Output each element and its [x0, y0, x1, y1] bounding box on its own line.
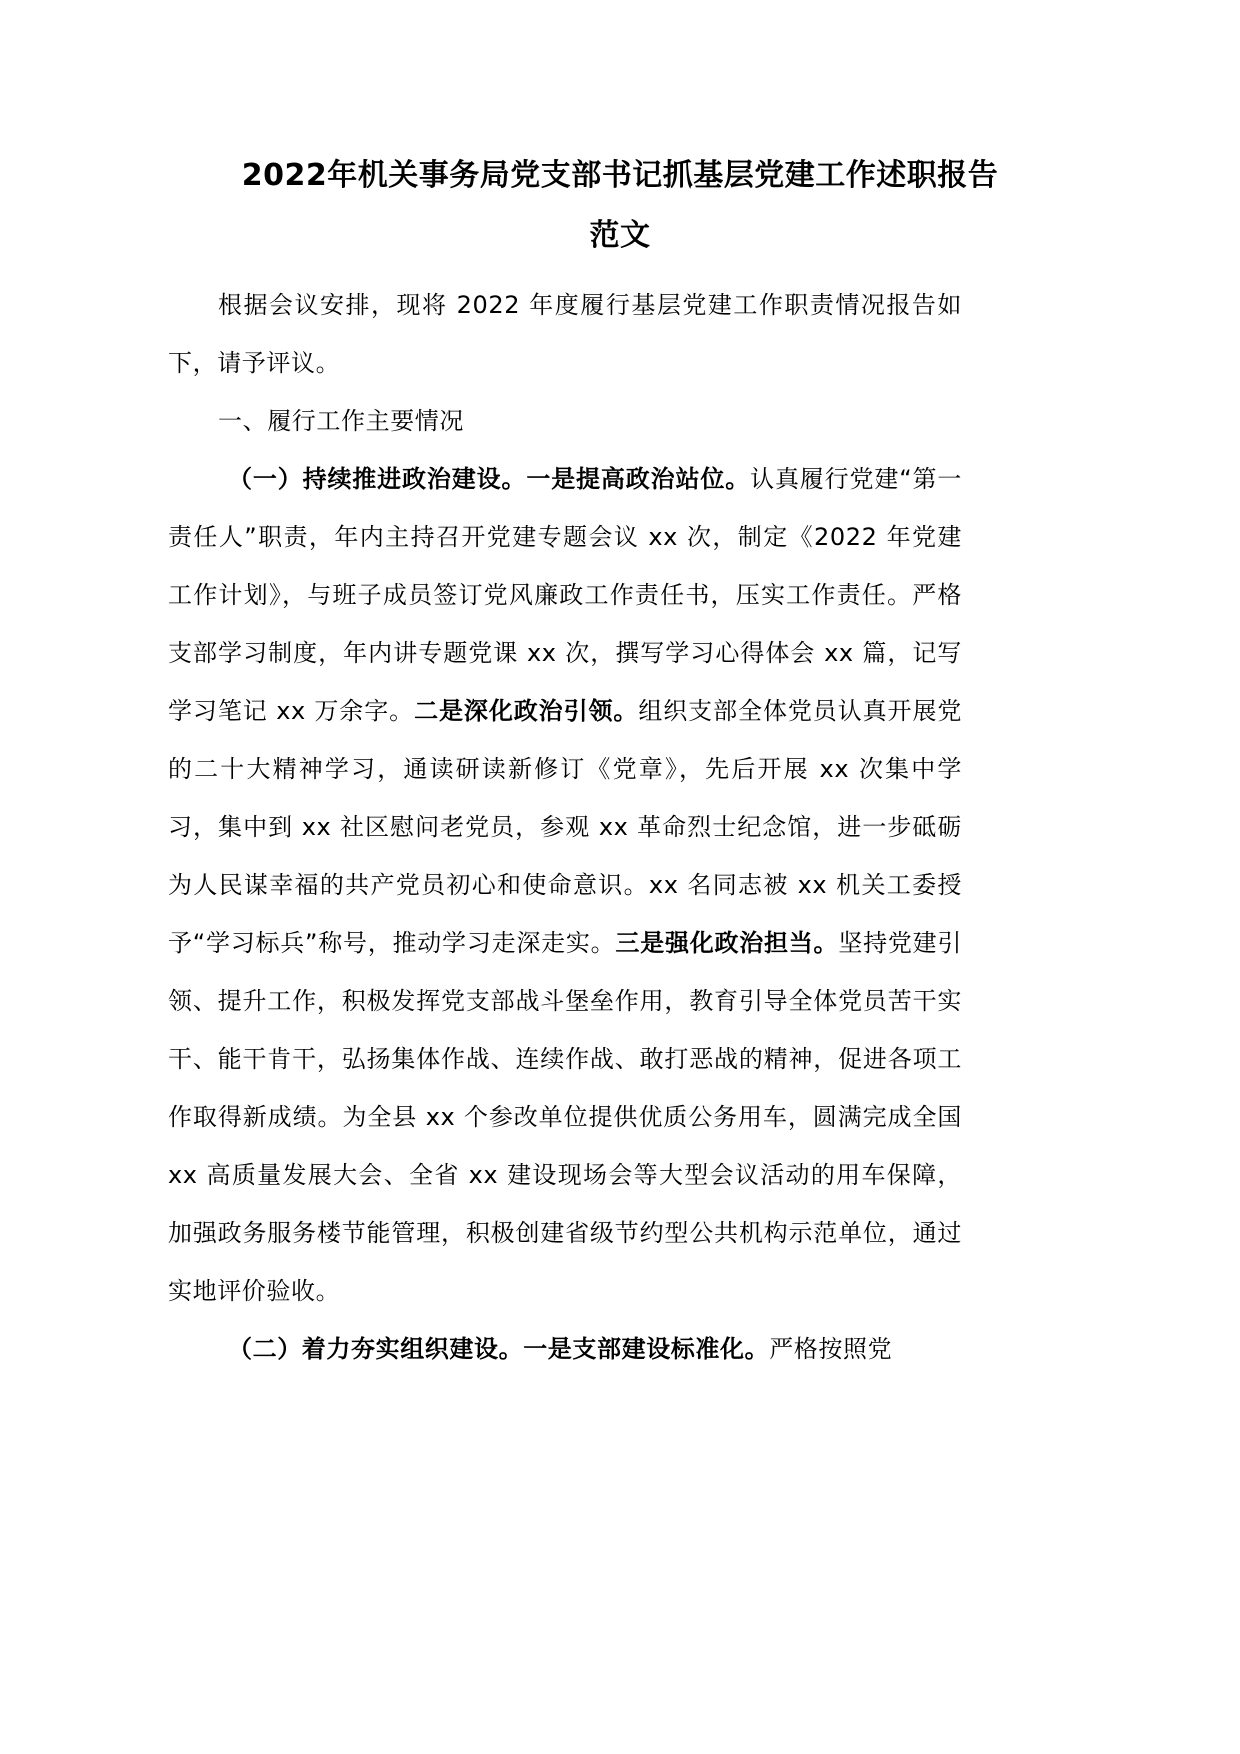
part1-point2-label: 二是深化政治引领。 [414, 697, 639, 725]
part1-point3-text: 坚持党建引领、提升工作，积极发挥党支部战斗堡垒作用，教育引导全体党员苦干实干、能干肯干，弘扬集体作战、连续作战、敢打恶战的精神，促进各项工作取得新成绩。为全县 xx 个参改单位提供优质公务用车，圆满完成全国 xx 高质量发展大会、全省 xx 建设现场会等大型会议活动的用车保障，加强政务服务楼节能管理，积极创建省级节约型公共机构示范单位，通过实地评价验收。 [168, 929, 962, 1305]
document-title-line2: 范文 [589, 218, 651, 253]
document-title-line1: 2022年机关事务局党支部书记抓基层党建工作述职报告 [241, 158, 999, 193]
paragraph-part1 [168, 450, 962, 1320]
part1-heading: （一）持续推进政治建设。 [228, 465, 527, 493]
part1-point1-label: 一是提高政治站位。 [526, 465, 751, 493]
part2-point1-text: 严格按照党 [769, 1335, 893, 1363]
part2-heading: （二）着力夯实组织建设。 [228, 1335, 524, 1363]
part1-point3-label: 三是强化政治担当。 [615, 929, 839, 957]
part1-point1-text: 认真履行党建“第一责任人”职责，年内主持召开党建专题会议 xx 次，制定《2022 年党建工作计划》，与班子成员签订党风廉政工作责任书，压实工作责任。严格支部学习制度，年内讲专题党课 xx 次，撰写学习心得体会 xx 篇，记写学习笔记 xx 万余字。 [168, 465, 962, 725]
intro-paragraph: 根据会议安排，现将 2022 年度履行基层党建工作职责情况报告如下，请予评议。 [168, 291, 962, 377]
section-heading-1: 一、履行工作主要情况 [218, 407, 464, 435]
part2-point1-label: 一是支部建设标准化。 [523, 1335, 770, 1363]
paragraph-part2 [168, 1320, 962, 1378]
part1-point2-text: 组织支部全体党员认真开展党的二十大精神学习，通读研读新修订《党章》，先后开展 xx 次集中学习，集中到 xx 社区慰问老党员，参观 xx 革命烈士纪念馆，进一步砥砺为人民谋幸福的共产党员初心和使命意识。xx 名同志被 xx 机关工委授予“学习标兵”称号，推动学习走深走实。 [168, 697, 962, 957]
document-body [168, 276, 962, 1378]
